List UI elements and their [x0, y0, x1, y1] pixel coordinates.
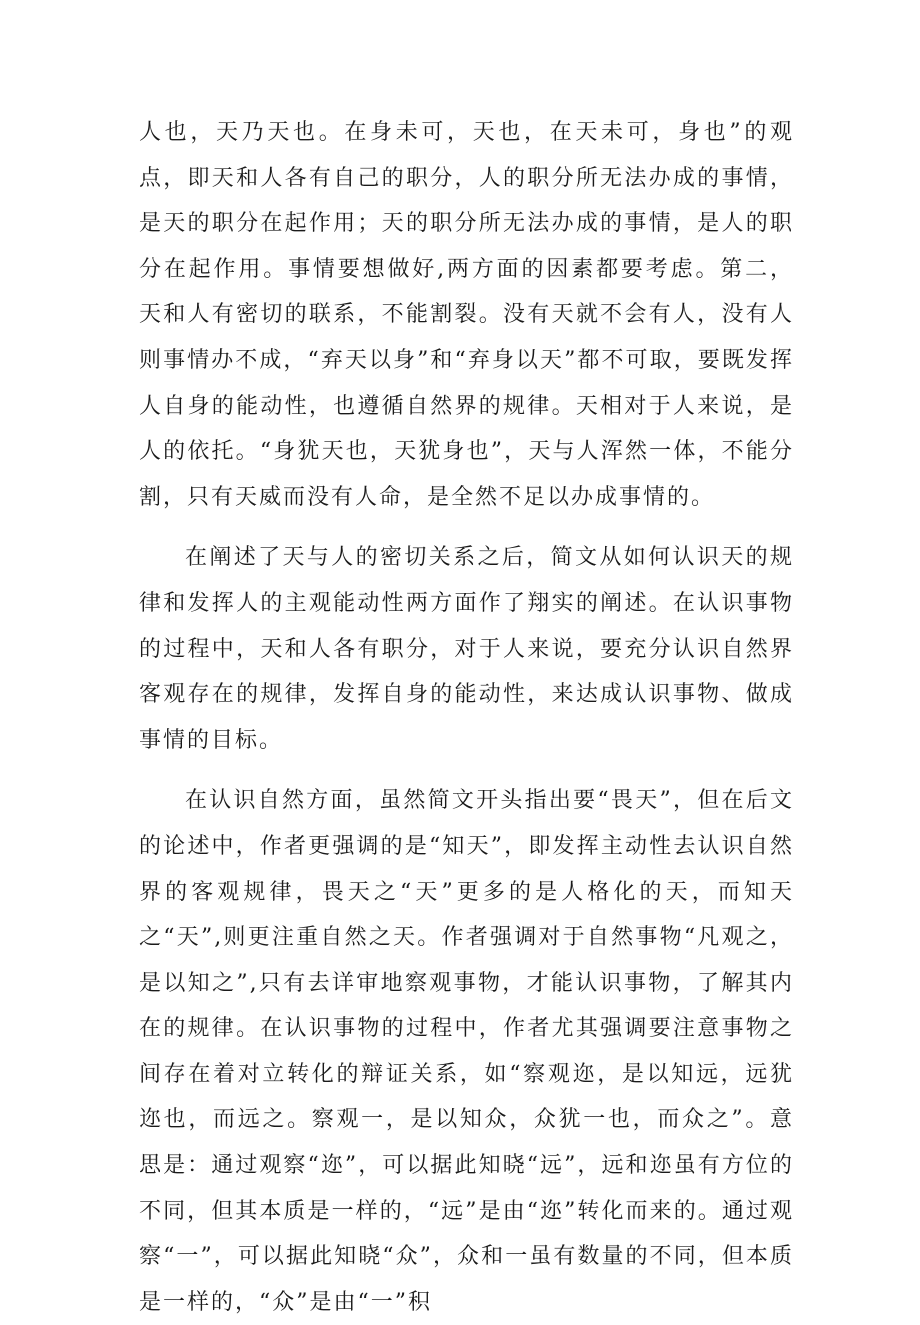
paragraph-2: 在阐述了天与人的密切关系之后，简文从如何认识天的规律和发挥人的主观能动性两方面作了翔实的阐述。在认识事物的过程中，天和人各有职分，对于人来说，要充分认识自然界客观存在的规律，发挥自身的能动性，来达成认识事物、做成事情的目标。: [139, 545, 794, 753]
body-text: [139, 110, 794, 1325]
paragraph-3: 在认识自然方面，虽然简文开头指出要“畏天”，但在后文的论述中，作者更强调的是“知天”，即发挥主动性去认识自然界的客观规律，畏天之“天”更多的是人格化的天，而知天之“天”,则更注重自然之天。作者强调对于自然事物“凡观之，是以知之”,只有去详审地察观事物，才能认识事物，了解其内在的规律。在认识事物的过程中，作者尤其强调要注意事物之间存在着对立转化的辩证关系，如“察观迩，是以知远，远犹迩也，而远之。察观一，是以知众，众犹一也，而众之”。意思是：通过观察“迩”，可以据此知晓“远”，远和迩虽有方位的不同，但其本质是一样的，“远”是由“迩”转化而来的。通过观察“一”，可以据此知晓“众”，众和一虽有数量的不同，但本质是一样的，“众”是由“一”积: [139, 788, 794, 1315]
paragraph-1: 人也，天乃天也。在身未可，天也，在天未可，身也”的观点，即天和人各有自己的职分，人的职分所无法办成的事情，是天的职分在起作用；天的职分所无法办成的事情，是人的职分在起作用。事情要想做好,两方面的因素都要考虑。第二，天和人有密切的联系，不能割裂。没有天就不会有人，没有人则事情办不成，“弃天以身”和“弃身以天”都不可取，要既发挥人自身的能动性，也遵循自然界的规律。天相对于人来说，是人的依托。“身犹天也，天犹身也”，天与人浑然一体，不能分割，只有天威而没有人命，是全然不足以办成事情的。: [139, 120, 794, 510]
